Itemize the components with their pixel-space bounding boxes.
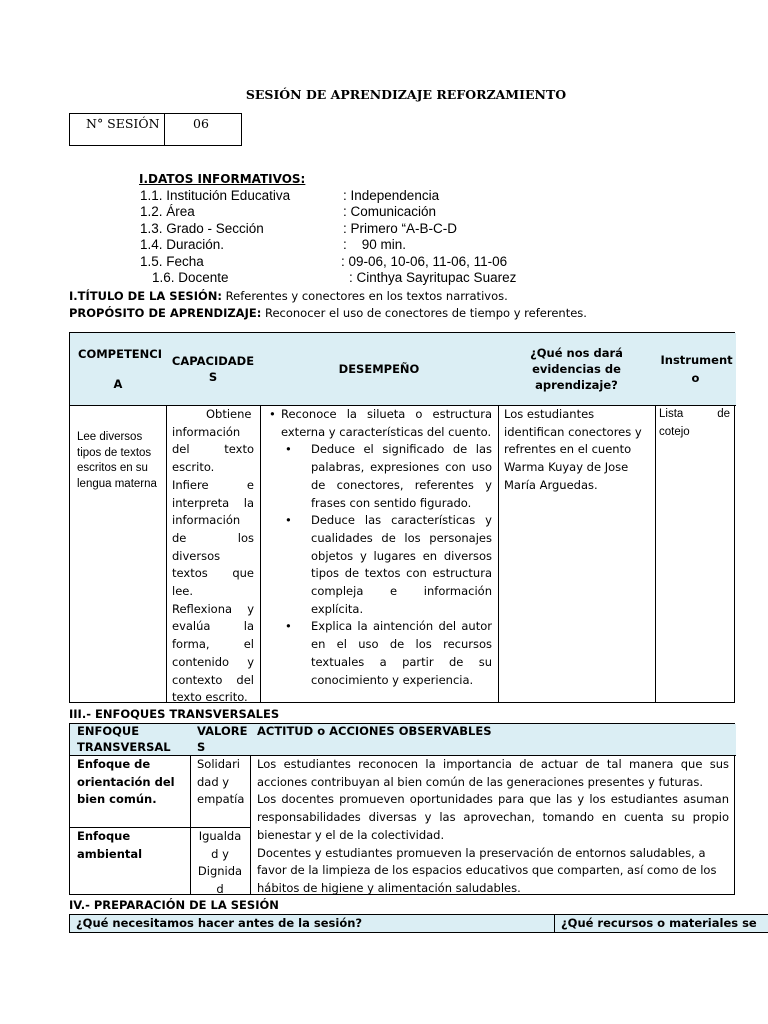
valores-text: Solidari dad y empatía (197, 757, 245, 807)
capacidades-cell (166, 405, 261, 705)
datos-value: : 09-06, 10-06, 11-06, 11-06 (341, 254, 508, 269)
accion-text: Los docentes promueven oportunidades para que las y los estudiantes asuman responsabilidades diversas y las aprovechan, tomando en cuenta su propio bienestar y el de la colectividad. (257, 792, 729, 842)
datos-label: 1.3. Grado - Sección (140, 221, 264, 236)
datos-label: 1.5. Fecha (140, 254, 204, 269)
desempeno-list (260, 406, 498, 689)
enfoque-cell (70, 828, 191, 894)
enfoques-heading: III.- ENFOQUES TRANSVERSALES (69, 707, 280, 721)
desempeno-item: • Deduce el significado de las palabras, expresiones con uso de conectores, referentes y frases con sentido figurado. (285, 442, 492, 510)
session-label: N° SESIÓN (70, 114, 165, 145)
session-title-label: I.TÍTULO DE LA SESIÓN: (69, 289, 222, 303)
header-capacidades: CAPACIDADE S (166, 333, 261, 405)
session-title-text: Referentes y conectores en los textos narrativos. (222, 289, 508, 303)
valores-cell (190, 828, 251, 897)
document-title: SESIÓN DE APRENDIZAJE REFORZAMIENTO (245, 87, 567, 102)
datos-value: : Cinthya Sayritupac Suarez (349, 270, 517, 285)
accion-text: Los estudiantes reconocen la importancia de actuar de tal manera que sus acciones contribuyan al bien común de las generaciones presentes y futuras. (257, 757, 729, 789)
instrumento-cell (655, 405, 736, 702)
header-competencia: COMPETENCI A (70, 333, 167, 405)
preparacion-col-recursos: ¿Qué recursos o materiales se (561, 916, 757, 930)
header-valores: VALORE S (190, 724, 251, 756)
datos-value: : 90 min. (343, 237, 407, 252)
capacidades-text (166, 406, 260, 707)
accion-text: Docentes y estudiantes promueven la preservación de entornos saludables, a favor de la limpieza de los espacios educativos que comparten, así como de los hábitos de higiene y alimentación saludables. (257, 845, 717, 895)
enfoque-name: Enfoque ambiental (77, 829, 143, 861)
header-acciones: ACTITUD o ACCIONES OBSERVABLES (250, 724, 736, 756)
datos-label: 1.4. Duración. (140, 237, 225, 252)
competency-table (69, 332, 735, 703)
session-title-line (69, 289, 508, 303)
evidencia-text: Los estudiantes identifican conectores y refrentes en el cuento Warma Kuyay de Jose María Arguedas. (504, 407, 642, 492)
acciones-cell (250, 756, 736, 894)
preparacion-col-antes: ¿Qué necesitamos hacer antes de la sesión? (70, 915, 555, 932)
datos-label: 1.1. Institución Educativa (140, 188, 291, 203)
header-instrumento: Instrument o (655, 333, 736, 405)
session-number-box (69, 113, 242, 146)
preparacion-table (69, 914, 768, 933)
enfoque-cell (70, 756, 191, 827)
desempeno-item: • Explica la aintención del autor en el uso de los recursos textuales a partir de su conocimiento y experiencia. (285, 619, 492, 687)
desempeno-item: • Deduce las características y cualidades de los personajes objetos y lugares en diversos tipos de textos con estructura compleja e información explícita. (285, 513, 492, 616)
evidencia-cell (498, 405, 656, 702)
instrumento-text: Lista de cotejo (659, 408, 730, 438)
enfoques-table (69, 723, 735, 895)
datos-label: 1.6. Docente (152, 270, 229, 285)
competencia-text: Lee diversos tipos de textos escritos en su lengua materna (77, 431, 157, 490)
purpose-line (69, 306, 587, 320)
competencia-cell (70, 405, 167, 702)
purpose-text: Reconocer el uso de conectores de tiempo y referentes. (261, 306, 587, 320)
capacidad-item: Infiere e interpreta la información de los diversos textos que lee. (172, 477, 254, 599)
desempeno-item: • Reconoce la silueta o estructura externa y características del cuento. (269, 407, 492, 439)
datos-value: : Comunicación (343, 204, 437, 219)
session-value: 06 (193, 116, 209, 131)
header-enfoque: ENFOQUE TRANSVERSAL (70, 724, 191, 756)
purpose-label: PROPÓSITO DE APRENDIZAJE: (69, 306, 262, 320)
enfoque-name: Enfoque de orientación del bien común. (77, 757, 175, 807)
capacidad-item: Obtiene información del texto escrito. (172, 407, 254, 475)
desempeno-cell (260, 405, 499, 702)
header-desempeno: DESEMPEÑO (260, 333, 499, 405)
datos-label: 1.2. Área (140, 204, 195, 219)
capacidad-item: Reflexiona y evalúa la forma, el contenido y contexto del texto escrito. (172, 601, 254, 705)
valores-cell (190, 756, 251, 827)
valores-text: Igualda d y Dignida d (197, 829, 243, 897)
header-evidencias: ¿Qué nos dará evidencias de aprendizaje? (498, 333, 656, 405)
preparacion-heading: IV.- PREPARACIÓN DE LA SESIÓN (69, 898, 279, 912)
datos-heading: I.DATOS INFORMATIVOS: (139, 172, 306, 186)
datos-value: : Independencia (343, 188, 440, 203)
datos-value: : Primero “A-B-C-D (343, 221, 457, 236)
